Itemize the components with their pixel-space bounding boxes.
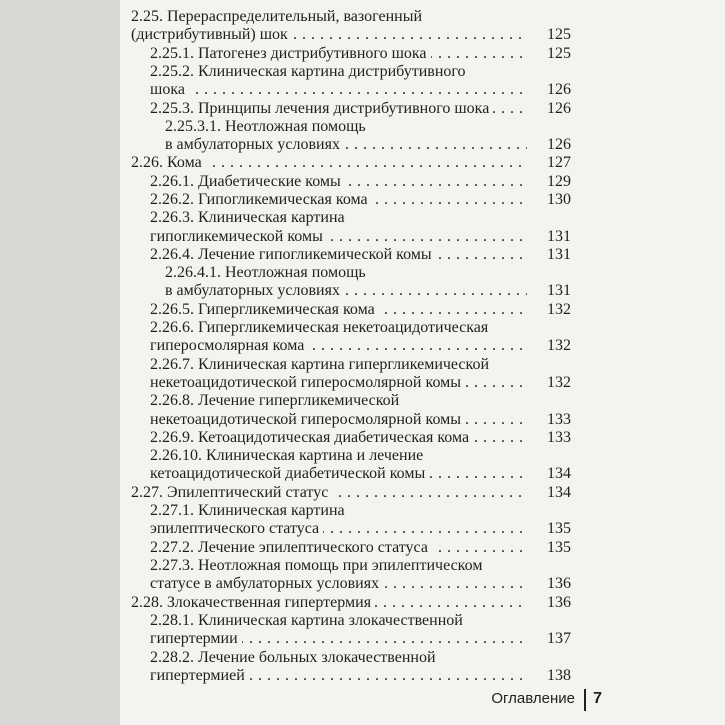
toc-entry-title: гипертермии [150,630,242,647]
toc-page-number: 131 [531,246,571,264]
toc-entry-title: гипогликемической комы [150,228,327,245]
toc-page-number: 132 [531,374,571,392]
toc-entry-title: 2.25.3.1. Неотложная помощь [165,118,370,135]
toc-entry-title: 2.25.2. Клиническая картина дистрибутивного [150,63,470,80]
toc-entry-title: 2.27.3. Неотложная помощь при эпилептическом [150,557,486,574]
toc-page-number: 126 [531,100,571,118]
toc-page-number: 136 [531,594,571,612]
toc-entry-title: кетоацидотической диабетической комы [150,465,429,482]
toc-page-number: 129 [531,173,571,191]
toc-page-number: 127 [531,154,571,172]
toc-page-number: 132 [531,301,571,319]
toc-entry-title: некетоацидотической гиперосмолярной комы [150,374,465,391]
page-footer [120,688,725,710]
toc-page-number: 135 [531,539,571,557]
toc-page-number: 131 [531,282,571,300]
toc-entry-title: 2.26.10. Клиническая картина и лечение [150,447,427,464]
toc-page-number: 134 [531,484,571,502]
toc-page-number: 125 [531,45,571,63]
toc-entry-title: 2.26. Кома [131,154,206,171]
toc-entry-title: 2.26.3. Клиническая картина [150,209,349,226]
toc-entry-title: 2.26.1. Диабетические комы [150,173,345,190]
toc-entry-title: 2.27.2. Лечение эпилептического статуса [150,539,432,556]
toc-page-number: 132 [531,337,571,355]
toc-entry-title: (дистрибутивный) шок [131,26,292,43]
toc-entry-title: 2.26.7. Клиническая картина гипергликемической [150,356,493,373]
toc-page-number: 133 [531,429,571,447]
toc-entry-title: гиперосмолярная кома [150,337,308,354]
toc-page-number: 126 [531,81,571,99]
running-footer-title: Оглавление [491,690,575,707]
toc-entry-title: в амбулаторных условиях [165,136,344,153]
footer-separator [584,689,586,711]
toc-entry-title: 2.26.6. Гипергликемическая некетоацидотическая [150,319,492,336]
toc-page-number: 133 [531,411,571,429]
toc-entry-title: 2.27. Эпилептический статус [131,484,332,501]
toc-page-number: 136 [531,575,571,593]
toc-entry-title: 2.26.8. Лечение гипергликемической [150,392,403,409]
toc-page-number: 137 [531,630,571,648]
toc-entry-title: 2.25.3. Принципы лечения дистрибутивного шока [150,100,493,117]
toc-entry-title: в амбулаторных условиях [165,282,344,299]
toc-page-number: 130 [531,191,571,209]
toc-entry-title: 2.26.4. Лечение гипогликемической комы [150,246,436,263]
toc-entry-title: 2.25.1. Патогенез дистрибутивного шока [150,45,431,62]
toc-page-number: 134 [531,465,571,483]
toc-page-number: 131 [531,228,571,246]
toc-entry-title: некетоацидотической гиперосмолярной комы [150,411,465,428]
toc-entry-title: эпилептического статуса [150,520,323,537]
page-number: 7 [593,690,602,707]
toc-entry-title: 2.28. Злокачественная гипертермия [131,594,375,611]
toc-entry-title: 2.26.4.1. Неотложная помощь [165,264,370,281]
toc-entry-title: 2.28.1. Клиническая картина злокачественной [150,612,467,629]
toc-entry-title: гипертермией [150,667,249,684]
toc-page-number: 126 [531,136,571,154]
toc-page-number: 135 [531,520,571,538]
toc-entry-title: шока [150,81,189,98]
toc-entry-title: 2.26.2. Гипогликемическая кома [150,191,372,208]
toc-entry-title: 2.26.9. Кетоацидотическая диабетическая кома [150,429,473,446]
toc-page-number: 138 [531,667,571,685]
toc-entry-title: 2.25. Перераспределительный, вазогенный [131,8,426,25]
toc-entry-title: статусе в амбулаторных условиях [150,575,383,592]
toc-page-number: 125 [531,26,571,44]
toc-entry-title: 2.26.5. Гипергликемическая кома [150,301,379,318]
toc-entry-title: 2.28.2. Лечение больных злокачественной [150,649,440,666]
toc-entry-title: 2.27.1. Клиническая картина [150,502,349,519]
